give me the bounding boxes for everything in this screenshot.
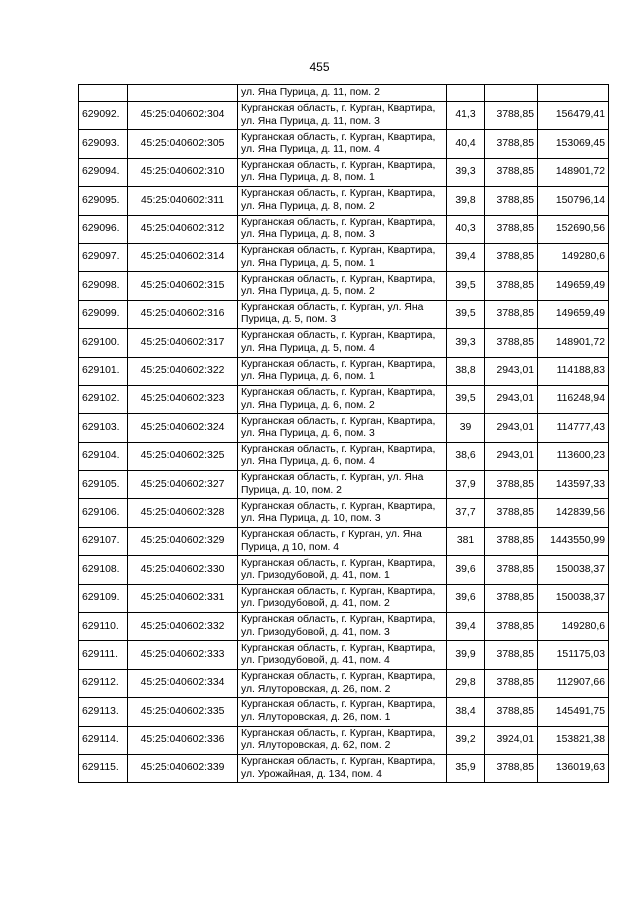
address-cell: Курганская область, г. Курган, ул. Яна Пурица, д. 10, пом. 2: [238, 471, 447, 499]
specific-value-cell: 2943,01: [485, 357, 538, 385]
table-row: [79, 613, 609, 641]
specific-value-cell: 3788,85: [485, 499, 538, 527]
specific-value-cell: 3788,85: [485, 556, 538, 584]
table-row: [79, 272, 609, 300]
cadastral-value-cell: 149280,6: [538, 243, 609, 271]
table-row: [79, 158, 609, 186]
address-cell: Курганская область, г. Курган, Квартира, ул. Яна Пурица, д. 11, пом. 3: [238, 102, 447, 130]
cadastral-number-cell: 45:25:040602:330: [128, 556, 238, 584]
specific-value-cell: 3788,85: [485, 272, 538, 300]
table-row: [79, 584, 609, 612]
row-number-cell: 629094.: [79, 158, 128, 186]
table-body: [79, 85, 609, 783]
row-number-cell: 629093.: [79, 130, 128, 158]
address-cell: Курганская область, г. Курган, ул. Яна Пурица, д. 5, пом. 3: [238, 300, 447, 328]
cadastral-value-cell: 153069,45: [538, 130, 609, 158]
row-number-cell: 629108.: [79, 556, 128, 584]
cadastral-value-cell: 114188,83: [538, 357, 609, 385]
table-row: [79, 187, 609, 215]
cadastral-value-cell: [538, 85, 609, 102]
cadastral-value-cell: 150038,37: [538, 584, 609, 612]
area-cell: 39,8: [447, 187, 485, 215]
row-number-cell: 629109.: [79, 584, 128, 612]
row-number-cell: 629110.: [79, 613, 128, 641]
specific-value-cell: 3788,85: [485, 158, 538, 186]
cadastral-value-cell: 142839,56: [538, 499, 609, 527]
row-number-cell: 629102.: [79, 385, 128, 413]
cadastral-value-cell: 151175,03: [538, 641, 609, 669]
area-cell: 39,3: [447, 329, 485, 357]
cadastral-number-cell: 45:25:040602:314: [128, 243, 238, 271]
address-cell: Курганская область, г. Курган, Квартира, ул. Гризодубовой, д. 41, пом. 4: [238, 641, 447, 669]
cadastral-number-cell: 45:25:040602:322: [128, 357, 238, 385]
cadastral-value-cell: 149659,49: [538, 272, 609, 300]
cadastral-number-cell: 45:25:040602:332: [128, 613, 238, 641]
area-cell: 38,6: [447, 442, 485, 470]
cadastral-value-cell: 153821,38: [538, 726, 609, 754]
cadastral-value-cell: 136019,63: [538, 754, 609, 782]
cadastral-number-cell: 45:25:040602:311: [128, 187, 238, 215]
cadastral-value-cell: 152690,56: [538, 215, 609, 243]
row-number-cell: 629099.: [79, 300, 128, 328]
address-cell: Курганская область, г. Курган, Квартира, ул. Яна Пурица, д. 8, пом. 1: [238, 158, 447, 186]
table-row: [79, 726, 609, 754]
address-cell: Курганская область, г Курган, ул. Яна Пурица, д 10, пом. 4: [238, 527, 447, 555]
area-cell: 381: [447, 527, 485, 555]
cadastral-value-cell: 150796,14: [538, 187, 609, 215]
cadastral-value-cell: 112907,66: [538, 669, 609, 697]
cadastral-number-cell: 45:25:040602:334: [128, 669, 238, 697]
row-number-cell: 629112.: [79, 669, 128, 697]
cadastral-number-cell: 45:25:040602:339: [128, 754, 238, 782]
area-cell: 37,9: [447, 471, 485, 499]
table-row: [79, 499, 609, 527]
row-number-cell: 629097.: [79, 243, 128, 271]
specific-value-cell: 3788,85: [485, 669, 538, 697]
address-cell: Курганская область, г. Курган, Квартира, ул. Ялуторовская, д. 62, пом. 2: [238, 726, 447, 754]
area-cell: 39: [447, 414, 485, 442]
row-number-cell: 629105.: [79, 471, 128, 499]
cadastral-number-cell: 45:25:040602:335: [128, 698, 238, 726]
table-row: [79, 471, 609, 499]
area-cell: 39,4: [447, 243, 485, 271]
row-number-cell: 629115.: [79, 754, 128, 782]
area-cell: 39,9: [447, 641, 485, 669]
address-cell: Курганская область, г. Курган, Квартира, ул. Яна Пурица, д. 8, пом. 3: [238, 215, 447, 243]
cadastral-value-cell: 149659,49: [538, 300, 609, 328]
specific-value-cell: 3788,85: [485, 300, 538, 328]
row-number-cell: 629096.: [79, 215, 128, 243]
area-cell: 35,9: [447, 754, 485, 782]
specific-value-cell: 3788,85: [485, 641, 538, 669]
specific-value-cell: 2943,01: [485, 442, 538, 470]
table-row: [79, 754, 609, 782]
specific-value-cell: 3788,85: [485, 130, 538, 158]
area-cell: 39,5: [447, 300, 485, 328]
address-cell: Курганская область, г. Курган, Квартира, ул. Гризодубовой, д. 41, пом. 1: [238, 556, 447, 584]
row-number-cell: 629098.: [79, 272, 128, 300]
area-cell: 39,5: [447, 272, 485, 300]
cadastral-value-cell: 143597,33: [538, 471, 609, 499]
row-number-cell: 629101.: [79, 357, 128, 385]
specific-value-cell: 3788,85: [485, 187, 538, 215]
cadastral-value-cell: 113600,23: [538, 442, 609, 470]
specific-value-cell: 2943,01: [485, 385, 538, 413]
cadastral-value-cell: 148901,72: [538, 158, 609, 186]
address-cell: Курганская область, г. Курган, Квартира, ул. Гризодубовой, д. 41, пом. 2: [238, 584, 447, 612]
specific-value-cell: [485, 85, 538, 102]
area-cell: 40,3: [447, 215, 485, 243]
specific-value-cell: 3788,85: [485, 584, 538, 612]
table-row: [79, 698, 609, 726]
table-row: [79, 385, 609, 413]
address-cell: Курганская область, г. Курган, Квартира, ул. Ялуторовская, д. 26, пом. 1: [238, 698, 447, 726]
cadastral-number-cell: 45:25:040602:325: [128, 442, 238, 470]
specific-value-cell: 3788,85: [485, 471, 538, 499]
cadastral-number-cell: 45:25:040602:331: [128, 584, 238, 612]
cadastral-number-cell: 45:25:040602:328: [128, 499, 238, 527]
specific-value-cell: 2943,01: [485, 414, 538, 442]
cadastral-number-cell: 45:25:040602:310: [128, 158, 238, 186]
area-cell: 39,4: [447, 613, 485, 641]
area-cell: 39,2: [447, 726, 485, 754]
address-cell: Курганская область, г. Курган, Квартира, ул. Яна Пурица, д. 6, пом. 1: [238, 357, 447, 385]
cadastral-number-cell: 45:25:040602:327: [128, 471, 238, 499]
area-cell: 41,3: [447, 102, 485, 130]
table-row: [79, 414, 609, 442]
area-cell: [447, 85, 485, 102]
row-number-cell: 629095.: [79, 187, 128, 215]
specific-value-cell: 3788,85: [485, 698, 538, 726]
cadastral-value-table: [78, 84, 609, 783]
cadastral-number-cell: 45:25:040602:312: [128, 215, 238, 243]
cadastral-value-cell: 149280,6: [538, 613, 609, 641]
address-cell: Курганская область, г. Курган, Квартира, ул. Гризодубовой, д. 41, пом. 3: [238, 613, 447, 641]
continuation-row: [79, 85, 609, 102]
table-row: [79, 357, 609, 385]
specific-value-cell: 3788,85: [485, 215, 538, 243]
table-row: [79, 669, 609, 697]
cadastral-value-cell: 156479,41: [538, 102, 609, 130]
row-number-cell: 629114.: [79, 726, 128, 754]
cadastral-number-cell: 45:25:040602:315: [128, 272, 238, 300]
area-cell: 39,3: [447, 158, 485, 186]
address-cell: Курганская область, г. Курган, Квартира, ул. Яна Пурица, д. 11, пом. 4: [238, 130, 447, 158]
row-number-cell: 629100.: [79, 329, 128, 357]
cadastral-value-cell: 1443550,99: [538, 527, 609, 555]
cadastral-number-cell: 45:25:040602:323: [128, 385, 238, 413]
cadastral-number-cell: 45:25:040602:317: [128, 329, 238, 357]
address-cell: Курганская область, г. Курган, Квартира, ул. Яна Пурица, д. 6, пом. 3: [238, 414, 447, 442]
table-row: [79, 102, 609, 130]
table-row: [79, 243, 609, 271]
address-cell: Курганская область, г. Курган, Квартира, ул. Яна Пурица, д. 5, пом. 2: [238, 272, 447, 300]
cadastral-number-cell: 45:25:040602:305: [128, 130, 238, 158]
row-number-cell: 629104.: [79, 442, 128, 470]
cadastral-value-cell: 114777,43: [538, 414, 609, 442]
area-cell: 39,6: [447, 584, 485, 612]
table-row: [79, 215, 609, 243]
address-cell: Курганская область, г. Курган, Квартира, ул. Яна Пурица, д. 8, пом. 2: [238, 187, 447, 215]
specific-value-cell: 3788,85: [485, 243, 538, 271]
cadastral-value-cell: 145491,75: [538, 698, 609, 726]
cadastral-value-cell: 116248,94: [538, 385, 609, 413]
table-row: [79, 641, 609, 669]
row-number-cell: 629092.: [79, 102, 128, 130]
row-number-cell: 629103.: [79, 414, 128, 442]
specific-value-cell: 3788,85: [485, 102, 538, 130]
address-cell: Курганская область, г. Курган, Квартира, ул. Яна Пурица, д. 10, пом. 3: [238, 499, 447, 527]
area-cell: 39,5: [447, 385, 485, 413]
area-cell: 38,8: [447, 357, 485, 385]
row-number-cell: 629107.: [79, 527, 128, 555]
area-cell: 39,6: [447, 556, 485, 584]
address-cell: Курганская область, г. Курган, Квартира, ул. Яна Пурица, д. 5, пом. 4: [238, 329, 447, 357]
table-row: [79, 556, 609, 584]
specific-value-cell: 3788,85: [485, 613, 538, 641]
table-row: [79, 527, 609, 555]
address-cell: ул. Яна Пурица, д. 11, пом. 2: [238, 85, 447, 102]
specific-value-cell: 3924,01: [485, 726, 538, 754]
area-cell: 29,8: [447, 669, 485, 697]
area-cell: 37,7: [447, 499, 485, 527]
table-row: [79, 442, 609, 470]
address-cell: Курганская область, г. Курган, Квартира, ул. Яна Пурица, д. 5, пом. 1: [238, 243, 447, 271]
row-number-cell: [79, 85, 128, 102]
cadastral-number-cell: 45:25:040602:336: [128, 726, 238, 754]
address-cell: Курганская область, г. Курган, Квартира, ул. Яна Пурица, д. 6, пом. 4: [238, 442, 447, 470]
area-cell: 40,4: [447, 130, 485, 158]
address-cell: Курганская область, г. Курган, Квартира, ул. Яна Пурица, д. 6, пом. 2: [238, 385, 447, 413]
table-row: [79, 329, 609, 357]
address-cell: Курганская область, г. Курган, Квартира, ул. Урожайная, д. 134, пом. 4: [238, 754, 447, 782]
specific-value-cell: 3788,85: [485, 754, 538, 782]
cadastral-number-cell: 45:25:040602:316: [128, 300, 238, 328]
specific-value-cell: 3788,85: [485, 527, 538, 555]
row-number-cell: 629106.: [79, 499, 128, 527]
cadastral-number-cell: 45:25:040602:324: [128, 414, 238, 442]
row-number-cell: 629113.: [79, 698, 128, 726]
cadastral-number-cell: [128, 85, 238, 102]
cadastral-value-cell: 148901,72: [538, 329, 609, 357]
specific-value-cell: 3788,85: [485, 329, 538, 357]
area-cell: 38,4: [447, 698, 485, 726]
table-row: [79, 130, 609, 158]
cadastral-number-cell: 45:25:040602:329: [128, 527, 238, 555]
cadastral-value-cell: 150038,37: [538, 556, 609, 584]
cadastral-number-cell: 45:25:040602:304: [128, 102, 238, 130]
table-row: [79, 300, 609, 328]
row-number-cell: 629111.: [79, 641, 128, 669]
address-cell: Курганская область, г. Курган, Квартира, ул. Ялуторовская, д. 26, пом. 2: [238, 669, 447, 697]
cadastral-number-cell: 45:25:040602:333: [128, 641, 238, 669]
page-number: 455: [309, 60, 330, 74]
